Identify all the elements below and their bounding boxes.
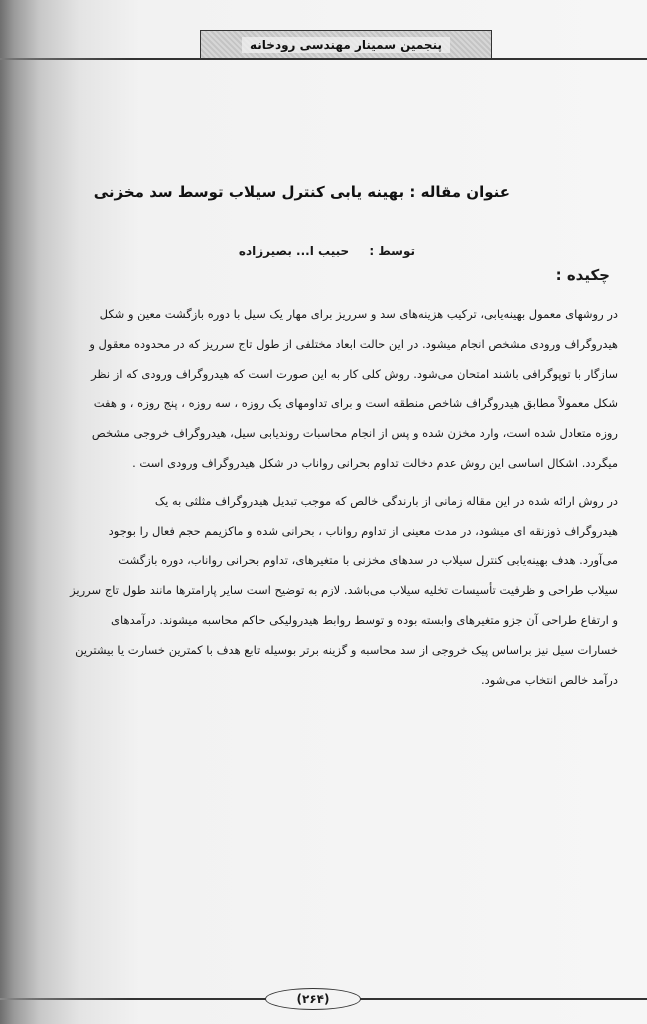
abstract-line: درآمد خالص انتخاب می‌شود. <box>481 672 618 687</box>
conference-header <box>200 30 492 60</box>
abstract-line: می‌آورد. هدف بهینه‌یابی کنترل سیلاب در سدهای مخزنی با متغیرهای، تداوم بحرانی رواناب، دوره بازگشت <box>118 553 618 568</box>
paragraph-gap <box>40 479 618 487</box>
abstract-line: خسارات سیل نیز براساس پیک خروجی از سد محاسبه و گزینه برتر بوسیله تابع هدف با کمترین خسارت یا بیشترین <box>75 642 618 657</box>
abstract-line: شکل معمولاً مطابق هیدروگراف شاخص منطقه است و برای تداومهای یک روزه ، سه روزه ، پنج روزه ، و هفت <box>93 396 618 411</box>
abstract-line: سیلاب طراحی و ظرفیت تأسیسات تخلیه سیلاب می‌باشد. لازم به توضیح است سایر پارامترها مانند طول تاج سرریز <box>70 583 618 598</box>
abstract-line: سازگار با توپوگرافی باشند امتحان می‌شود. روش کلی کار به این صورت است که هیدروگراف ورودی که از نظر <box>91 366 618 381</box>
author-label: توسط : <box>369 244 415 258</box>
abstract-line: روزه متعادل شده است، وارد مخزن شده و پس از انجام محاسبات روندیابی سیل، هیدروگراف خروجی مشخص <box>91 426 618 441</box>
abstract-line: و ارتفاع طراحی آن جزو متغیرهای وابسته بوده و توسط روابط هیدرولیکی حاکم محاسبه میشوند. درآمدهای <box>111 612 618 627</box>
page-number: (۲۶۴) <box>265 988 361 1010</box>
abstract-line: هیدروگراف ذوزنقه ای میشود، در مدت معینی از تداوم رواناب ، بحرانی شده و ماکزیمم حجم فعال را بوجود <box>108 523 618 538</box>
author-name: حبیب ا... بصیرزاده <box>238 244 350 258</box>
article-title: عنوان مقاله : بهینه یابی کنترل سیلاب توسط سد مخزنی <box>93 183 510 201</box>
header-rule <box>0 58 647 60</box>
abstract-line: میگردد. اشکال اساسی این روش عدم دخالت تداوم بحرانی رواناب در شکل هیدروگراف ورودی است . <box>132 455 618 470</box>
abstract-line: در روش ارائه شده در این مقاله زمانی از بارندگی خالص که موجب تبدیل هیدروگراف مثلثی به یک <box>154 493 618 508</box>
author-line <box>60 244 415 258</box>
abstract-heading: چکیده : <box>555 266 610 284</box>
conference-title: پنجمین سمینار مهندسی رودخانه <box>242 37 450 53</box>
abstract-line: هیدروگراف ورودی مشخص انجام میشود. در این حالت ابعاد مختلفی از طول تاج سرریز که در محدوده معقول و <box>89 336 618 351</box>
abstract-line: در روشهای معمول بهینه‌یابی، ترکیب هزینه‌های سد و سرریز برای مهار یک سیل با دوره بازگشت معین و شکل <box>99 307 618 321</box>
abstract-body <box>40 300 618 695</box>
